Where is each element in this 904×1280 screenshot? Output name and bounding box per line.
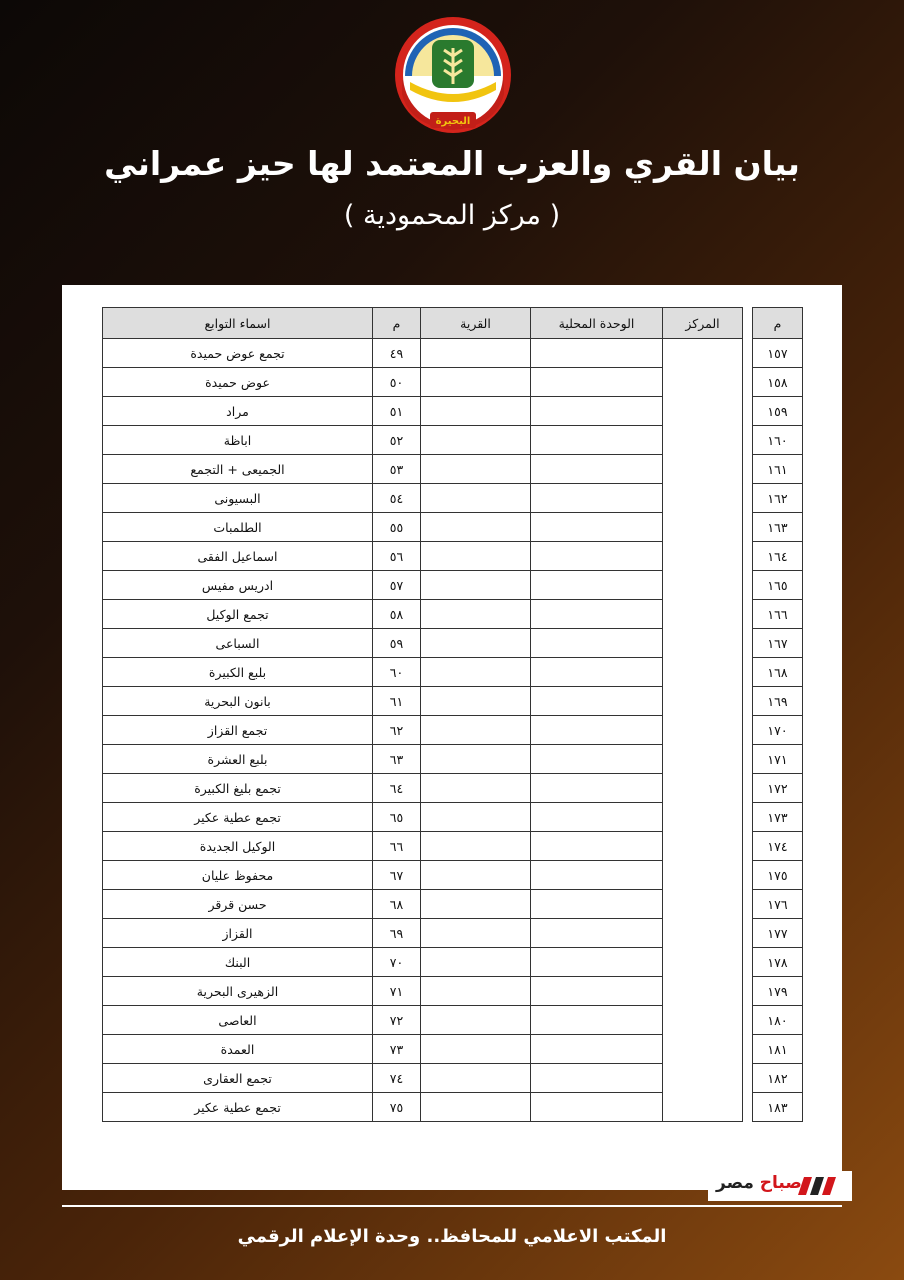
row-village	[421, 368, 531, 397]
row-local-unit	[531, 687, 663, 716]
row-village	[421, 1064, 531, 1093]
row-m2: ٦٥	[373, 803, 421, 832]
row-village	[421, 948, 531, 977]
header-local-unit: الوحدة المحلية	[531, 308, 663, 339]
row-m2: ٧٥	[373, 1093, 421, 1122]
row-local-unit	[531, 339, 663, 368]
row-m2: ٧٢	[373, 1006, 421, 1035]
row-m2: ٥٧	[373, 571, 421, 600]
header-center: المركز	[663, 308, 743, 339]
brand-word-1: صباح	[759, 1173, 802, 1193]
footer-text: المكتب الاعلامي للمحافظ.. وحدة الإعلام الرقمي	[237, 1226, 667, 1247]
row-m: ١٥٧	[753, 339, 803, 368]
table-header-row	[103, 308, 803, 339]
row-m: ١٧٦	[753, 890, 803, 919]
row-m2: ٥٦	[373, 542, 421, 571]
row-gap	[743, 397, 753, 426]
row-m: ١٦٦	[753, 600, 803, 629]
logo-text: البحيرة	[435, 116, 471, 127]
row-local-unit	[531, 397, 663, 426]
row-gap	[743, 658, 753, 687]
row-m2: ٦٢	[373, 716, 421, 745]
row-m2: ٧١	[373, 977, 421, 1006]
row-gap	[743, 455, 753, 484]
row-local-unit	[531, 629, 663, 658]
row-m: ١٦٣	[753, 513, 803, 542]
row-local-unit	[531, 890, 663, 919]
row-gap	[743, 339, 753, 368]
footer-divider	[62, 1205, 842, 1207]
row-m2: ٧٤	[373, 1064, 421, 1093]
row-village	[421, 774, 531, 803]
row-village	[421, 397, 531, 426]
row-name: اسماعيل الفقى	[103, 542, 373, 571]
header-village: القرية	[421, 308, 531, 339]
row-village	[421, 745, 531, 774]
row-village	[421, 455, 531, 484]
row-village	[421, 716, 531, 745]
row-m: ١٦٥	[753, 571, 803, 600]
row-gap	[743, 484, 753, 513]
row-village	[421, 890, 531, 919]
row-village	[421, 977, 531, 1006]
row-name: العمدة	[103, 1035, 373, 1064]
table-row	[103, 339, 803, 368]
row-m2: ٤٩	[373, 339, 421, 368]
row-local-unit	[531, 484, 663, 513]
row-gap	[743, 426, 753, 455]
row-local-unit	[531, 455, 663, 484]
row-m: ١٥٩	[753, 397, 803, 426]
row-m2: ٥٣	[373, 455, 421, 484]
row-local-unit	[531, 600, 663, 629]
row-local-unit	[531, 513, 663, 542]
row-village	[421, 832, 531, 861]
row-village	[421, 1093, 531, 1122]
brand-logo	[708, 1171, 852, 1201]
villages-table	[102, 307, 803, 1122]
row-m2: ٥٢	[373, 426, 421, 455]
row-name: البسيونى	[103, 484, 373, 513]
row-gap	[743, 687, 753, 716]
row-gap	[743, 745, 753, 774]
header-names: اسماء التوابع	[103, 308, 373, 339]
row-m2: ٦٦	[373, 832, 421, 861]
header-m2: م	[373, 308, 421, 339]
row-village	[421, 600, 531, 629]
row-gap	[743, 600, 753, 629]
row-m: ١٦٩	[753, 687, 803, 716]
row-local-unit	[531, 774, 663, 803]
row-m2: ٥١	[373, 397, 421, 426]
row-village	[421, 513, 531, 542]
row-village	[421, 687, 531, 716]
row-m: ١٧٣	[753, 803, 803, 832]
row-name: البنك	[103, 948, 373, 977]
row-local-unit	[531, 919, 663, 948]
row-m: ١٧١	[753, 745, 803, 774]
row-gap	[743, 1006, 753, 1035]
row-name: مراد	[103, 397, 373, 426]
row-local-unit	[531, 542, 663, 571]
row-m2: ٦٠	[373, 658, 421, 687]
row-name: عوض حميدة	[103, 368, 373, 397]
row-m2: ٦٤	[373, 774, 421, 803]
row-m2: ٥٨	[373, 600, 421, 629]
row-name: بانون البحرية	[103, 687, 373, 716]
row-gap	[743, 803, 753, 832]
document-sheet	[62, 285, 842, 1190]
row-name: العاصى	[103, 1006, 373, 1035]
row-m: ١٧٥	[753, 861, 803, 890]
row-local-unit	[531, 861, 663, 890]
row-m: ١٧٢	[753, 774, 803, 803]
row-gap	[743, 716, 753, 745]
row-local-unit	[531, 832, 663, 861]
row-m2: ٦١	[373, 687, 421, 716]
row-village	[421, 803, 531, 832]
row-gap	[743, 1064, 753, 1093]
row-name: محفوظ عليان	[103, 861, 373, 890]
row-local-unit	[531, 368, 663, 397]
row-gap	[743, 513, 753, 542]
row-gap	[743, 571, 753, 600]
row-gap	[743, 1035, 753, 1064]
row-m: ١٨٢	[753, 1064, 803, 1093]
row-local-unit	[531, 803, 663, 832]
row-m2: ٦٨	[373, 890, 421, 919]
row-gap	[743, 861, 753, 890]
row-m: ١٧٩	[753, 977, 803, 1006]
header-m: م	[753, 308, 803, 339]
row-m: ١٦٠	[753, 426, 803, 455]
header-gap	[743, 308, 753, 339]
row-name: الوكيل الجديدة	[103, 832, 373, 861]
row-village	[421, 629, 531, 658]
row-m: ١٦٧	[753, 629, 803, 658]
row-m2: ٥٥	[373, 513, 421, 542]
row-m: ١٦٢	[753, 484, 803, 513]
row-village	[421, 658, 531, 687]
row-name: الزهيرى البحرية	[103, 977, 373, 1006]
row-local-unit	[531, 658, 663, 687]
row-village	[421, 339, 531, 368]
row-m2: ٧٠	[373, 948, 421, 977]
row-gap	[743, 1093, 753, 1122]
row-name: بلبع الكبيرة	[103, 658, 373, 687]
row-m: ١٦١	[753, 455, 803, 484]
governorate-logo	[392, 14, 514, 136]
row-name: تجمع بليغ الكبيرة	[103, 774, 373, 803]
row-name: اباظة	[103, 426, 373, 455]
row-gap	[743, 948, 753, 977]
row-m: ١٨٣	[753, 1093, 803, 1122]
row-gap	[743, 368, 753, 397]
row-name: الطلمبات	[103, 513, 373, 542]
row-m: ١٦٤	[753, 542, 803, 571]
row-gap	[743, 774, 753, 803]
row-name: حسن قرقر	[103, 890, 373, 919]
row-name: القزاز	[103, 919, 373, 948]
row-local-unit	[531, 1064, 663, 1093]
row-m2: ٥٠	[373, 368, 421, 397]
row-name: تجمع عوض حميدة	[103, 339, 373, 368]
row-name: تجمع عطية عكير	[103, 1093, 373, 1122]
row-m: ١٨١	[753, 1035, 803, 1064]
row-village	[421, 484, 531, 513]
row-m: ١٥٨	[753, 368, 803, 397]
row-m2: ٥٩	[373, 629, 421, 658]
row-local-unit	[531, 745, 663, 774]
row-name: تجمع عطية عكير	[103, 803, 373, 832]
row-m: ١٧٠	[753, 716, 803, 745]
row-name: تجمع القزاز	[103, 716, 373, 745]
row-village	[421, 426, 531, 455]
row-local-unit	[531, 426, 663, 455]
row-village	[421, 571, 531, 600]
row-village	[421, 542, 531, 571]
row-name: تجمع العقارى	[103, 1064, 373, 1093]
row-m2: ٦٩	[373, 919, 421, 948]
row-m2: ٦٣	[373, 745, 421, 774]
row-name: الجميعى + التجمع	[103, 455, 373, 484]
row-m2: ٧٣	[373, 1035, 421, 1064]
row-m: ١٨٠	[753, 1006, 803, 1035]
row-local-unit	[531, 1093, 663, 1122]
row-gap	[743, 629, 753, 658]
row-gap	[743, 832, 753, 861]
row-village	[421, 1035, 531, 1064]
row-local-unit	[531, 716, 663, 745]
row-local-unit	[531, 977, 663, 1006]
brand-word-2: مصر	[716, 1173, 754, 1193]
row-village	[421, 919, 531, 948]
page-subtitle: ( مركز المحمودية )	[343, 200, 561, 231]
row-m2: ٦٧	[373, 861, 421, 890]
row-gap	[743, 890, 753, 919]
row-center-merged	[663, 339, 743, 1122]
row-name: بلبع العشرة	[103, 745, 373, 774]
row-village	[421, 861, 531, 890]
row-local-unit	[531, 571, 663, 600]
row-gap	[743, 542, 753, 571]
row-m: ١٧٤	[753, 832, 803, 861]
row-name: ادريس مفيس	[103, 571, 373, 600]
row-village	[421, 1006, 531, 1035]
row-m: ١٧٨	[753, 948, 803, 977]
row-name: تجمع الوكيل	[103, 600, 373, 629]
row-gap	[743, 977, 753, 1006]
row-name: السباعى	[103, 629, 373, 658]
row-m: ١٦٨	[753, 658, 803, 687]
row-local-unit	[531, 1035, 663, 1064]
row-gap	[743, 919, 753, 948]
row-local-unit	[531, 948, 663, 977]
row-m2: ٥٤	[373, 484, 421, 513]
row-local-unit	[531, 1006, 663, 1035]
page-title: بيان القري والعزب المعتمد لها حيز عمراني	[104, 144, 800, 183]
row-m: ١٧٧	[753, 919, 803, 948]
